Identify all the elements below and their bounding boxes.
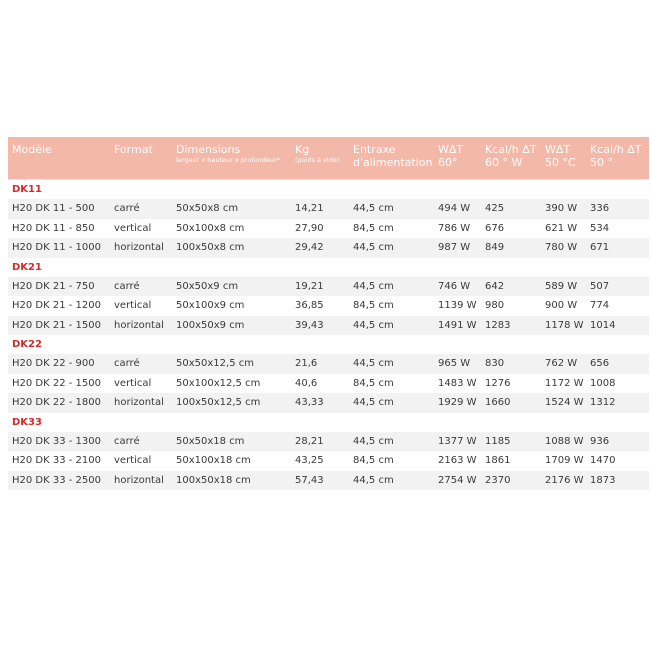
table-header — [8, 137, 649, 179]
cell-format: carré — [114, 358, 140, 369]
cell-power-60: 494 W — [438, 203, 471, 214]
cell-format: vertical — [114, 222, 152, 234]
table-row — [8, 451, 649, 471]
table-row — [8, 277, 649, 297]
cell-model: H20 DK 21 - 1500 — [12, 319, 101, 331]
cell-dimensions: 50x100x12,5 cm — [176, 377, 261, 389]
header-entraxe-line2: d'alimentation — [353, 156, 433, 169]
table-row — [8, 316, 649, 336]
cell-weight: 21,6 — [295, 358, 318, 369]
header-kg-title: Kg — [295, 143, 310, 156]
header-format: Format — [114, 143, 153, 156]
cell-power-50: 1709 W — [545, 455, 584, 466]
cell-dimensions: 100x50x9 cm — [176, 319, 245, 331]
table-row — [8, 432, 649, 452]
cell-kcal-60: 849 — [485, 242, 505, 253]
cell-dimensions: 50x50x12,5 cm — [176, 358, 254, 369]
cell-kcal-60: 1660 — [485, 397, 511, 408]
cell-weight: 36,85 — [295, 300, 324, 311]
cell-kcal-60: 1861 — [485, 455, 511, 466]
cell-power-60: 1139 W — [438, 300, 477, 311]
cell-entraxe: 44,5 cm — [353, 358, 394, 369]
table-row — [8, 238, 649, 258]
cell-model: H20 DK 21 - 1200 — [12, 300, 101, 311]
cell-dimensions: 50x100x9 cm — [176, 300, 245, 311]
cell-weight: 39,43 — [295, 319, 324, 331]
cell-model: H20 DK 22 - 1500 — [12, 377, 101, 389]
cell-model: H20 DK 11 - 500 — [12, 203, 95, 214]
cell-kcal-60: 676 — [485, 222, 505, 234]
cell-model: H20 DK 33 - 1300 — [12, 435, 101, 447]
cell-kcal-50: 1470 — [590, 455, 616, 466]
cell-kcal-60: 642 — [485, 280, 505, 292]
cell-weight: 57,43 — [295, 474, 324, 486]
cell-kcal-60: 830 — [485, 358, 505, 369]
cell-entraxe: 84,5 cm — [353, 377, 394, 389]
section-label: DK21 — [12, 261, 42, 273]
cell-kcal-50: 1014 — [590, 319, 616, 331]
spec-table — [8, 137, 649, 490]
cell-dimensions: 100x50x18 cm — [176, 474, 251, 486]
cell-format: carré — [114, 435, 140, 447]
cell-entraxe: 44,5 cm — [353, 203, 394, 214]
cell-dimensions: 100x50x12,5 cm — [176, 397, 261, 408]
cell-power-50: 1088 W — [545, 435, 584, 447]
table-row — [8, 296, 649, 316]
cell-power-60: 2754 W — [438, 474, 477, 486]
header-kcal60 — [485, 143, 536, 169]
cell-entraxe: 44,5 cm — [353, 474, 394, 486]
table-body — [8, 180, 649, 490]
cell-entraxe: 44,5 cm — [353, 280, 394, 292]
cell-weight: 28,21 — [295, 435, 324, 447]
header-kg — [295, 143, 339, 165]
cell-weight: 14,21 — [295, 203, 324, 214]
cell-weight: 29,42 — [295, 242, 324, 253]
cell-dimensions: 50x100x8 cm — [176, 222, 245, 234]
cell-power-50: 762 W — [545, 358, 578, 369]
cell-entraxe: 84,5 cm — [353, 300, 394, 311]
header-kcal60-line2: 60 ° W — [485, 156, 523, 169]
cell-model: H20 DK 22 - 900 — [12, 358, 95, 369]
cell-kcal-60: 2370 — [485, 474, 511, 486]
table-row — [8, 471, 649, 491]
header-kcal50-line2: 50 ° — [590, 156, 613, 169]
table-row — [8, 199, 649, 219]
cell-kcal-60: 1185 — [485, 435, 511, 447]
cell-power-60: 1929 W — [438, 397, 477, 408]
header-w50 — [545, 143, 576, 169]
section-label: DK33 — [12, 416, 42, 428]
cell-kcal-50: 336 — [590, 203, 610, 214]
cell-power-50: 390 W — [545, 203, 578, 214]
cell-weight: 43,25 — [295, 455, 324, 466]
cell-model: H20 DK 33 - 2100 — [12, 455, 101, 466]
header-w60-line2: 60° — [438, 156, 458, 169]
cell-entraxe: 44,5 cm — [353, 319, 394, 331]
cell-weight: 27,90 — [295, 222, 324, 234]
cell-power-60: 987 W — [438, 242, 471, 253]
cell-kcal-60: 1283 — [485, 319, 511, 331]
cell-model: H20 DK 11 - 1000 — [12, 242, 101, 253]
header-kcal50-line1: Kcal/h ΔT — [590, 143, 642, 156]
section-header — [8, 180, 649, 199]
cell-power-50: 589 W — [545, 280, 578, 292]
cell-kcal-50: 1312 — [590, 397, 616, 408]
table-row — [8, 354, 649, 374]
header-kcal60-line1: Kcal/h ΔT — [485, 143, 537, 156]
section-header — [8, 335, 649, 354]
cell-power-60: 2163 W — [438, 455, 477, 466]
header-model: Modèle — [12, 143, 52, 156]
cell-entraxe: 44,5 cm — [353, 435, 394, 447]
header-w50-line1: WΔT — [545, 143, 571, 156]
cell-kcal-50: 507 — [590, 280, 610, 292]
cell-format: vertical — [114, 377, 152, 389]
section-label: DK22 — [12, 339, 42, 350]
cell-power-50: 780 W — [545, 242, 578, 253]
header-entraxe-line1: Entraxe — [353, 143, 396, 156]
header-dimensions-title: Dimensions — [176, 143, 241, 156]
header-entraxe — [353, 143, 432, 169]
section-header — [8, 258, 649, 277]
cell-format: vertical — [114, 300, 152, 311]
cell-power-60: 746 W — [438, 280, 471, 292]
section-label: DK11 — [12, 184, 42, 195]
cell-dimensions: 50x50x9 cm — [176, 280, 239, 292]
section-header — [8, 413, 649, 432]
cell-dimensions: 50x100x18 cm — [176, 455, 251, 466]
cell-dimensions: 50x50x18 cm — [176, 435, 245, 447]
cell-format: horizontal — [114, 319, 164, 331]
cell-dimensions: 50x50x8 cm — [176, 203, 239, 214]
cell-weight: 40,6 — [295, 377, 318, 389]
cell-kcal-60: 980 — [485, 300, 505, 311]
cell-weight: 43,33 — [295, 397, 324, 408]
cell-power-50: 1524 W — [545, 397, 584, 408]
cell-model: H20 DK 33 - 2500 — [12, 474, 101, 486]
header-w50-line2: 50 °C — [545, 156, 576, 169]
cell-format: carré — [114, 280, 140, 292]
cell-model: H20 DK 21 - 750 — [12, 280, 95, 292]
cell-kcal-60: 1276 — [485, 377, 511, 389]
cell-power-50: 1172 W — [545, 377, 584, 389]
cell-entraxe: 44,5 cm — [353, 397, 394, 408]
header-kcal50 — [590, 143, 641, 169]
cell-kcal-50: 936 — [590, 435, 610, 447]
cell-model: H20 DK 22 - 1800 — [12, 397, 101, 408]
cell-power-60: 786 W — [438, 222, 471, 234]
cell-entraxe: 84,5 cm — [353, 455, 394, 466]
cell-kcal-50: 1873 — [590, 474, 616, 486]
cell-format: horizontal — [114, 474, 164, 486]
cell-entraxe: 84,5 cm — [353, 222, 394, 234]
cell-kcal-60: 425 — [485, 203, 505, 214]
table-row — [8, 374, 649, 394]
header-dimensions — [176, 143, 280, 165]
cell-power-50: 1178 W — [545, 319, 584, 331]
cell-format: horizontal — [114, 242, 164, 253]
cell-power-60: 1377 W — [438, 435, 477, 447]
cell-model: H20 DK 11 - 850 — [12, 222, 95, 234]
cell-power-60: 1483 W — [438, 377, 477, 389]
cell-weight: 19,21 — [295, 280, 324, 292]
cell-entraxe: 44,5 cm — [353, 242, 394, 253]
cell-format: horizontal — [114, 397, 164, 408]
cell-kcal-50: 1008 — [590, 377, 616, 389]
cell-dimensions: 100x50x8 cm — [176, 242, 245, 253]
table-row — [8, 393, 649, 413]
cell-power-50: 2176 W — [545, 474, 584, 486]
cell-kcal-50: 774 — [590, 300, 610, 311]
cell-power-60: 965 W — [438, 358, 471, 369]
cell-format: vertical — [114, 455, 152, 466]
cell-format: carré — [114, 203, 140, 214]
cell-kcal-50: 671 — [590, 242, 610, 253]
cell-power-50: 900 W — [545, 300, 578, 311]
header-kg-sub: (poids à vide) — [295, 156, 340, 164]
cell-kcal-50: 534 — [590, 222, 610, 234]
cell-power-50: 621 W — [545, 222, 578, 234]
cell-kcal-50: 656 — [590, 358, 610, 369]
cell-power-60: 1491 W — [438, 319, 477, 331]
header-dimensions-sub: largeur x hauteur x profondeur* — [176, 156, 280, 164]
header-w60-line1: WΔT — [438, 143, 464, 156]
header-w60 — [438, 143, 463, 169]
table-row — [8, 219, 649, 239]
